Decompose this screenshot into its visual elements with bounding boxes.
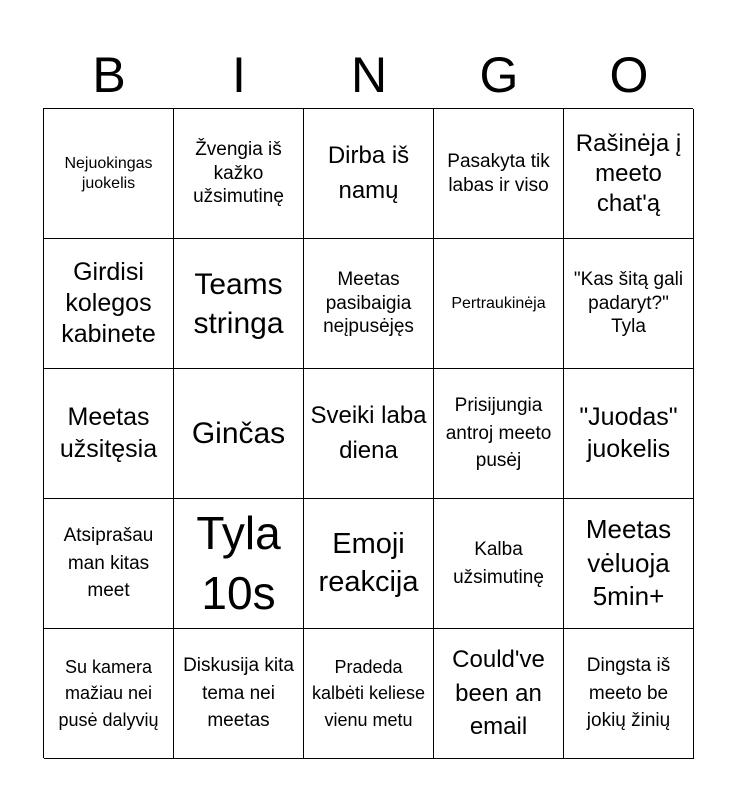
bingo-cell[interactable]: Meetas vėluoja 5min+ bbox=[564, 499, 694, 629]
header-letter-i: I bbox=[232, 47, 246, 103]
bingo-cell[interactable]: "Juodas" juokelis bbox=[564, 369, 694, 499]
bingo-board bbox=[43, 108, 693, 758]
bingo-cell[interactable]: Žvengia iš kažko užsimutinę bbox=[174, 109, 304, 239]
bingo-cell[interactable]: Girdisi kolegos kabinete bbox=[44, 239, 174, 369]
bingo-cell[interactable]: Ginčas bbox=[174, 369, 304, 499]
bingo-cell[interactable]: Atsiprašau man kitas meet bbox=[44, 499, 174, 629]
bingo-cell[interactable]: Tyla 10s bbox=[174, 499, 304, 629]
bingo-cell[interactable]: Prisijungia antroj meeto pusėj bbox=[434, 369, 564, 499]
bingo-header bbox=[44, 44, 694, 106]
bingo-cell[interactable]: Teams stringa bbox=[174, 239, 304, 369]
bingo-cell[interactable]: Pradeda kalbėti keliese vienu metu bbox=[304, 629, 434, 759]
bingo-cell[interactable]: Dirba iš namų bbox=[304, 109, 434, 239]
bingo-cell[interactable]: Su kamera mažiau nei pusė dalyvių bbox=[44, 629, 174, 759]
header-letter-g: G bbox=[479, 47, 519, 103]
bingo-cell[interactable]: "Kas šitą gali padaryt?" Tyla bbox=[564, 239, 694, 369]
bingo-cell[interactable]: Could've been an email bbox=[434, 629, 564, 759]
bingo-cell[interactable]: Kalba užsimutinę bbox=[434, 499, 564, 629]
header-letter-o: O bbox=[609, 47, 649, 103]
bingo-cell[interactable]: Sveiki laba diena bbox=[304, 369, 434, 499]
bingo-cell[interactable]: Rašinėja į meeto chat'ą bbox=[564, 109, 694, 239]
bingo-cell[interactable]: Pertraukinėja bbox=[434, 239, 564, 369]
bingo-cell[interactable]: Nejuokingas juokelis bbox=[44, 109, 174, 239]
bingo-cell[interactable]: Meetas pasibaigia neįpusėjęs bbox=[304, 239, 434, 369]
header-letter-b: B bbox=[92, 47, 126, 103]
bingo-cell[interactable]: Emoji reakcija bbox=[304, 499, 434, 629]
bingo-cell[interactable]: Dingsta iš meeto be jokių žinių bbox=[564, 629, 694, 759]
bingo-cell[interactable]: Pasakyta tik labas ir viso bbox=[434, 109, 564, 239]
header-letter-n: N bbox=[350, 47, 388, 103]
bingo-cell[interactable]: Meetas užsitęsia bbox=[44, 369, 174, 499]
bingo-cell[interactable]: Diskusija kita tema nei meetas bbox=[174, 629, 304, 759]
